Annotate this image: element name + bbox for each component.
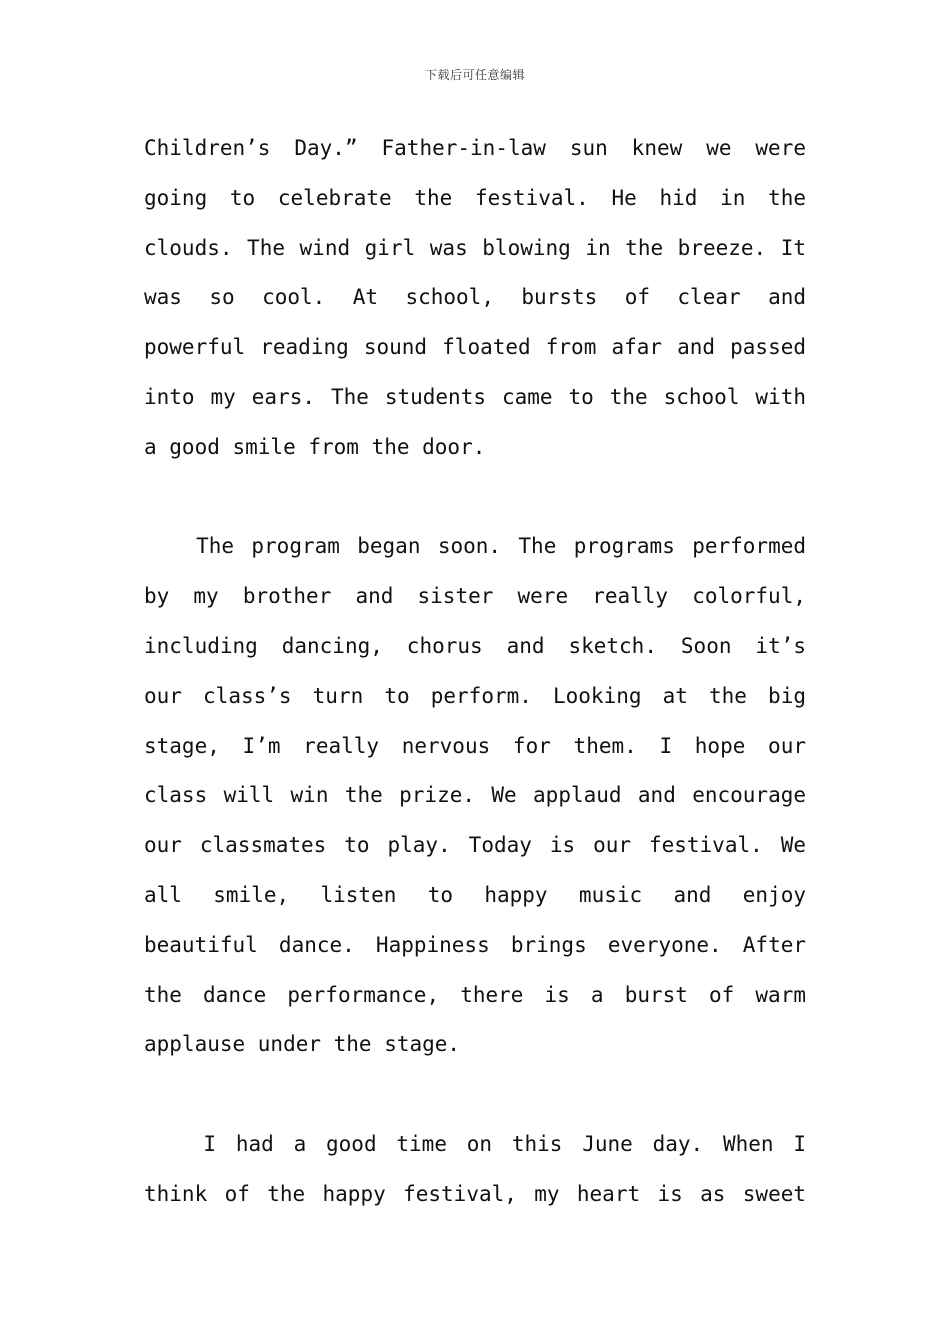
page-header: 下载后可任意编辑 [424,68,525,82]
text-line: our class’s turn to perform. Looking at the big [144,683,806,708]
text-line: going to celebrate the festival. He hid in the [144,185,806,210]
text-line: clouds. The wind girl was blowing in the breeze. It [144,235,806,260]
text-line: beautiful dance. Happiness brings everyone. After [144,932,806,957]
text-line: class will win the prize. We applaud and encourage [144,783,806,808]
text-line: powerful reading sound floated from afar and passed [144,335,806,360]
text-line: into my ears. The students came to the school with [144,384,806,409]
paragraph-gap [144,1070,806,1120]
text-line: Children’s Day.” Father-in-law sun knew we were [144,136,806,160]
paragraph-1 [144,124,806,473]
text-line: applause under the stage. [144,1032,461,1057]
text-line: our classmates to play. Today is our festival. We [144,833,806,858]
paragraph-2 [144,522,806,1070]
document-body [144,124,806,1220]
text-line: including dancing, chorus and sketch. Soon it’s [144,633,806,658]
text-line: all smile, listen to happy music and enjoy [144,882,806,907]
text-line: think of the happy festival, my heart is as sweet [144,1181,806,1206]
paragraph-gap [144,473,806,523]
text-line: the dance performance, there is a burst of warm [144,982,806,1007]
text-line: a good smile from the door. [144,434,486,459]
text-line: The program began soon. The programs performed [144,534,806,559]
text-line: was so cool. At school, bursts of clear and [144,285,806,310]
text-line: by my brother and sister were really colorful, [144,584,806,609]
text-line: I had a good time on this June day. When I [144,1131,806,1156]
paragraph-3 [144,1120,806,1220]
text-line: stage, I’m really nervous for them. I hope our [144,733,806,758]
